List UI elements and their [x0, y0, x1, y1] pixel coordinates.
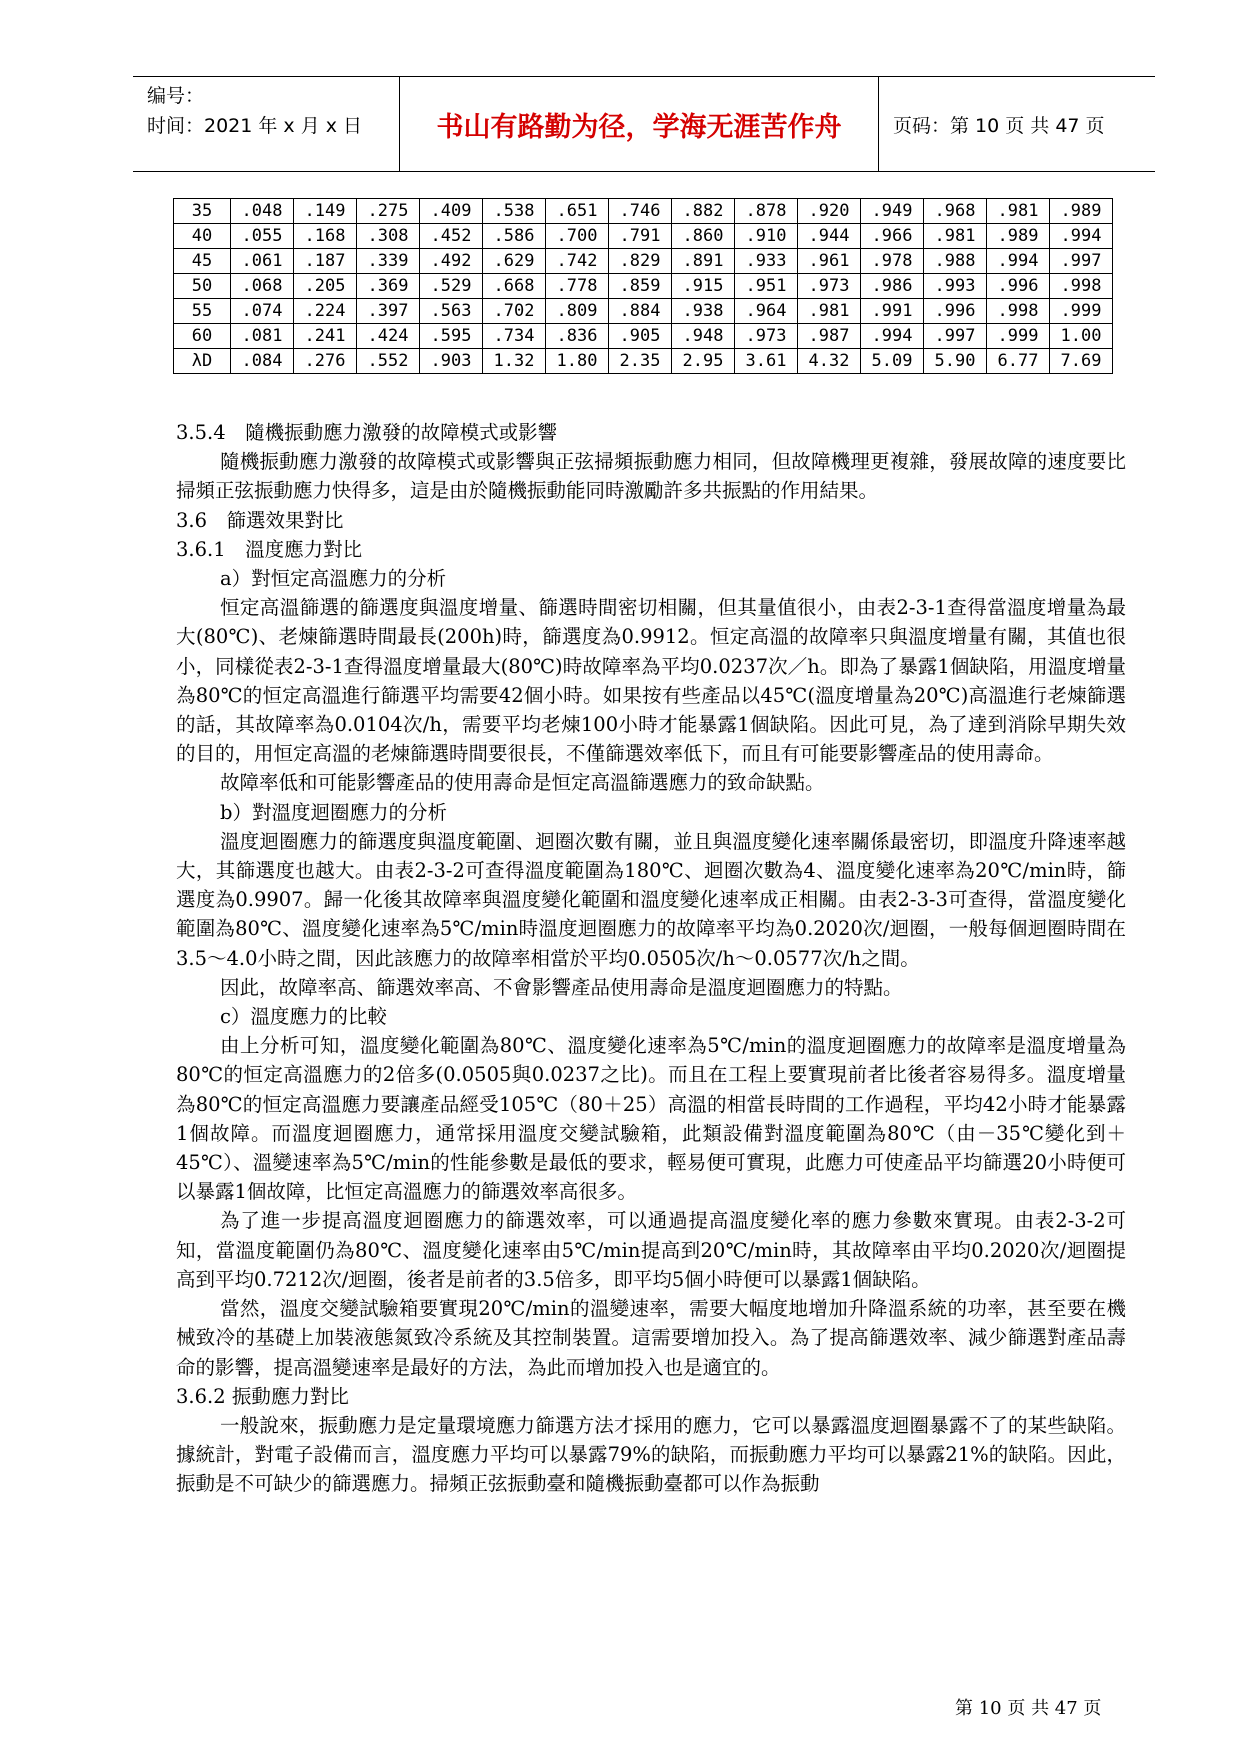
table-cell: .791 [609, 224, 672, 249]
table-cell: .149 [294, 199, 357, 224]
section-heading: 3.5.4 隨機振動應力激發的故障模式或影響 [176, 421, 558, 444]
table-cell: .997 [1050, 249, 1113, 274]
paragraph: 為了進一步提高溫度迴圈應力的篩選效率，可以通過提高溫度變化率的應力參數來實現。由表2-3-2可知，當溫度範圍仍為80℃、溫度變化速率由5℃/min提高到20℃/min時，其故障率由平均0.2020次/迴圈提高到平均0.7212次/迴圈，後者是前者的3.5倍多，即平均5個小時便可以暴露1個缺陷。 [176, 1209, 1126, 1291]
table-cell: .055 [231, 224, 294, 249]
row-label-cell: 50 [174, 274, 231, 299]
table-cell: .988 [924, 249, 987, 274]
row-label-cell: 60 [174, 324, 231, 349]
paragraph: 因此，故障率高、篩選效率高、不會影響產品使用壽命是溫度迴圈應力的特點。 [220, 975, 903, 999]
table-cell: .991 [861, 299, 924, 324]
table-cell: .538 [483, 199, 546, 224]
page-header [133, 76, 1155, 172]
table-cell: 4.32 [798, 349, 861, 374]
table-cell: .981 [924, 224, 987, 249]
table-cell: .981 [987, 199, 1050, 224]
table-cell: .424 [357, 324, 420, 349]
table-cell: .668 [483, 274, 546, 299]
table-row [174, 324, 1113, 349]
table-cell: .068 [231, 274, 294, 299]
table-cell: .878 [735, 199, 798, 224]
paragraph: 隨機振動應力激發的故障模式或影響與正弦掃頻振動應力相同，但故障機理更複雜，發展故障的速度要比掃頻正弦振動應力快得多，這是由於隨機振動能同時激勵許多共振點的作用結果。 [176, 450, 1126, 503]
table-cell: .734 [483, 324, 546, 349]
table-cell: .948 [672, 324, 735, 349]
paragraph: 當然，溫度交變試驗箱要實現20℃/min的溫變速率，需要大幅度地增加升降溫系統的功率，甚至要在機械致冷的基礎上加裝液態氮致冷系統及其控制裝置。這需要增加投入。為了提高篩選效率、減少篩選對產品壽命的影響，提高溫變速率是最好的方法，為此而增加投入也是適宜的。 [176, 1297, 1126, 1379]
table-cell: .920 [798, 199, 861, 224]
document-body [176, 418, 1126, 1499]
table-cell: .742 [546, 249, 609, 274]
table-row [174, 199, 1113, 224]
table-cell: .999 [987, 324, 1050, 349]
table-cell: .084 [231, 349, 294, 374]
table-cell: .961 [798, 249, 861, 274]
table-cell: .903 [420, 349, 483, 374]
table-cell: .884 [609, 299, 672, 324]
table-cell: .829 [609, 249, 672, 274]
table-cell: .999 [1050, 299, 1113, 324]
table-cell: .552 [357, 349, 420, 374]
table-cell: .529 [420, 274, 483, 299]
table-cell: .452 [420, 224, 483, 249]
table-cell: 1.00 [1050, 324, 1113, 349]
table-cell: .986 [861, 274, 924, 299]
table-cell: .339 [357, 249, 420, 274]
table-cell: .994 [987, 249, 1050, 274]
subsection-heading: c）溫度應力的比較 [220, 1005, 387, 1029]
table-row [174, 224, 1113, 249]
table-row [174, 349, 1113, 374]
table-cell: .933 [735, 249, 798, 274]
table-cell: .973 [735, 324, 798, 349]
table-cell: .205 [294, 274, 357, 299]
table-cell: .168 [294, 224, 357, 249]
table-cell: .629 [483, 249, 546, 274]
table-row [174, 274, 1113, 299]
table-cell: .882 [672, 199, 735, 224]
table-cell: .998 [987, 299, 1050, 324]
table-cell: 6.77 [987, 349, 1050, 374]
table-cell: .700 [546, 224, 609, 249]
table-cell: .409 [420, 199, 483, 224]
data-table [173, 198, 1113, 374]
header-motto: 书山有路勤为径，学海无涯苦作舟 [436, 111, 842, 143]
data-table-body [174, 199, 1113, 374]
table-cell: .973 [798, 274, 861, 299]
table-cell: .966 [861, 224, 924, 249]
table-cell: .989 [987, 224, 1050, 249]
table-cell: .586 [483, 224, 546, 249]
table-cell: .998 [1050, 274, 1113, 299]
table-cell: .651 [546, 199, 609, 224]
row-label-cell: 35 [174, 199, 231, 224]
table-cell: .987 [798, 324, 861, 349]
table-cell: .048 [231, 199, 294, 224]
table-cell: .910 [735, 224, 798, 249]
table-cell: .241 [294, 324, 357, 349]
table-cell: .915 [672, 274, 735, 299]
table-cell: .492 [420, 249, 483, 274]
paragraph: 故障率低和可能影響產品的使用壽命是恒定高溫篩選應力的致命缺點。 [220, 771, 825, 795]
header-page-info: 页码：第 10 页 共 47 页 [893, 114, 1105, 137]
table-cell: .905 [609, 324, 672, 349]
table-cell: .702 [483, 299, 546, 324]
table-cell: 2.35 [609, 349, 672, 374]
row-label-cell: 55 [174, 299, 231, 324]
table-cell: .949 [861, 199, 924, 224]
table-cell: .968 [924, 199, 987, 224]
section-heading: 3.6.2 振動應力對比 [176, 1384, 349, 1408]
table-cell: .778 [546, 274, 609, 299]
table-cell: .224 [294, 299, 357, 324]
table-cell: 5.90 [924, 349, 987, 374]
row-label-cell: 45 [174, 249, 231, 274]
table-cell: .997 [924, 324, 987, 349]
table-cell: 7.69 [1050, 349, 1113, 374]
paragraph: 一般說來，振動應力是定量環境應力篩選方法才採用的應力，它可以暴露溫度迴圈暴露不了的某些缺陷。據統計，對電子設備而言，溫度應力平均可以暴露79%的缺陷，而振動應力平均可以暴露21%的缺陷。因此，振動是不可缺少的篩選應力。掃頻正弦振動臺和隨機振動臺都可以作為振動 [176, 1413, 1126, 1496]
table-cell: .964 [735, 299, 798, 324]
table-cell: .369 [357, 274, 420, 299]
table-cell: .836 [546, 324, 609, 349]
paragraph: 恒定高溫篩選的篩選度與溫度增量、篩選時間密切相關，但其量值很小，由表2-3-1查得當溫度增量為最大(80℃)、老煉篩選時間最長(200h)時，篩選度為0.9912。恒定高溫的故障率只與溫度增量有關，其值也很小，同樣從表2-3-1查得溫度增量最大(80℃)時故障率為平均0.0237次／h。即為了暴露1個缺陷，用溫度增量為80℃的恒定高溫進行篩選平均需要42個小時。如果按有些產品以45℃(溫度增量為20℃)高溫進行老煉篩選的話，其故障率為0.0104次/h，需要平均老煉100小時才能暴露1個缺陷。因此可見，為了達到消除早期失效的目的，用恒定高溫的老煉篩選時間要很長，不僅篩選效率低下，而且有可能要影響產品的使用壽命。 [176, 596, 1126, 766]
table-cell: .951 [735, 274, 798, 299]
time-label: 时间：2021 年 x 月 x 日 [147, 115, 363, 137]
header-meta [147, 81, 387, 141]
table-cell: .891 [672, 249, 735, 274]
table-cell: .993 [924, 274, 987, 299]
table-cell: .276 [294, 349, 357, 374]
subsection-heading: b）對溫度迴圈應力的分析 [220, 800, 447, 824]
table-cell: .061 [231, 249, 294, 274]
table-cell: .994 [1050, 224, 1113, 249]
table-cell: 2.95 [672, 349, 735, 374]
table-cell: .981 [798, 299, 861, 324]
table-cell: .563 [420, 299, 483, 324]
table-cell: .944 [798, 224, 861, 249]
table-cell: .994 [861, 324, 924, 349]
table-cell: .081 [231, 324, 294, 349]
table-cell: 1.32 [483, 349, 546, 374]
table-cell: .187 [294, 249, 357, 274]
table-cell: .860 [672, 224, 735, 249]
table-cell: .938 [672, 299, 735, 324]
row-label-cell: λD [174, 349, 231, 374]
paragraph: 溫度迴圈應力的篩選度與溫度範圍、迴圈次數有關，並且與溫度變化速率關係最密切，即溫度升降速率越大，其篩選度也越大。由表2-3-2可查得溫度範圍為180℃、迴圈次數為4、溫度變化速率為20℃/min時，篩選度為0.9907。歸一化後其故障率與溫度變化範圍和溫度變化速率成正相關。由表2-3-3可查得，當溫度變化範圍為80℃、溫度變化速率為5℃/min時溫度迴圈應力的故障率平均為0.2020次/迴圈，一般每個迴圈時間在3.5～4.0小時之間，因此該應力的故障率相當於平均0.0505次/h～0.0577次/h之間。 [176, 829, 1126, 970]
paragraph: 由上分析可知，溫度變化範圍為80℃、溫度變化速率為5℃/min的溫度迴圈應力的故障率是溫度增量為80℃的恒定高溫應力的2倍多(0.0505與0.0237之比)。而且在工程上要實現前者比後者容易得多。溫度增量為80℃的恒定高溫應力要讓產品經受105℃（80＋25）高溫的相當長時間的工作過程，平均42小時才能暴露1個故障。而溫度迴圈應力，通常採用溫度交變試驗箱，此類設備對溫度範圍為80℃（由－35℃變化到＋45℃）、溫變速率為5℃/min的性能參數是最低的要求，輕易便可實現，此應力可使產品平均篩選20小時便可以暴露1個故障，比恒定高溫應力的篩選效率高很多。 [176, 1034, 1126, 1204]
table-cell: .978 [861, 249, 924, 274]
table-cell: .809 [546, 299, 609, 324]
table-cell: .989 [1050, 199, 1113, 224]
table-row [174, 249, 1113, 274]
table-row [174, 299, 1113, 324]
code-label: 编号： [147, 85, 205, 107]
table-cell: .996 [987, 274, 1050, 299]
table-cell: .746 [609, 199, 672, 224]
page-footer: 第 10 页 共 47 页 [955, 1698, 1102, 1719]
table-cell: .595 [420, 324, 483, 349]
table-cell: 1.80 [546, 349, 609, 374]
section-heading: 3.6 篩選效果對比 [176, 508, 344, 532]
table-cell: .275 [357, 199, 420, 224]
table-cell: .996 [924, 299, 987, 324]
row-label-cell: 40 [174, 224, 231, 249]
section-heading: 3.6.1 溫度應力對比 [176, 537, 363, 561]
table-cell: 5.09 [861, 349, 924, 374]
table-cell: .859 [609, 274, 672, 299]
table-cell: .074 [231, 299, 294, 324]
subsection-heading: a）對恒定高溫應力的分析 [220, 567, 447, 591]
table-cell: 3.61 [735, 349, 798, 374]
table-cell: .397 [357, 299, 420, 324]
table-cell: .308 [357, 224, 420, 249]
